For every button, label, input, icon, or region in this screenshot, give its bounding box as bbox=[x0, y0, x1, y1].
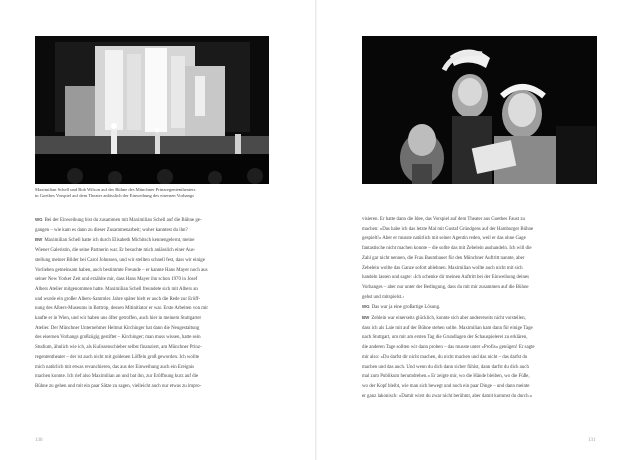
text-line: Vorhanges – aber nur unter der Bedingung, dass du mit mir zusammen auf die Bühne bbox=[362, 284, 529, 290]
text-line: Studium, ähnlich wie ich, als Kulissenschieber selbst finanziert, am Münchner Prinz- bbox=[35, 345, 202, 351]
text-line: nach Stuttgart, um mir am ersten Tag die Grundlagen der Schauspielerei zu erklären, bbox=[362, 335, 528, 341]
page-number-right: 131 bbox=[588, 438, 596, 443]
speaker-label: WG bbox=[35, 217, 43, 222]
text-line: Atelier. Der Münchner Unternehmer Helmut Kirchinger hat dann die Neugestaltung bbox=[35, 325, 200, 331]
text-line: dass ich als Laie mit auf der Bühne stehen sollte. Maximilian kam dann für einige Tage bbox=[362, 325, 533, 331]
text-line: regententheater – der ist auch nicht mit goldenen Löffeln groß geworden. Ich wollte bbox=[35, 354, 200, 360]
text-line: mich natürlich mit etwas revanchieren, das aus der Einweihung auch ein Ereignis bbox=[35, 364, 195, 370]
text-line: visieren. Er hatte dann die Idee, das Vorspiel auf dem Theater aus Goethes Faust zu bbox=[362, 217, 525, 222]
text-line: gespielt!« Aber er musste natürlich mit seiner Agentin reden, weil er das ohne Gage bbox=[362, 236, 526, 242]
text-line: WG Das war ja eine großartige Lösung. bbox=[362, 304, 441, 311]
speaker-label: WG bbox=[362, 304, 370, 310]
text-line: BW Maximilian Schell hatte ich durch Elisabeth Michitsch kennengelernt, meine bbox=[35, 237, 195, 244]
text-line: nung des Albers-Museums in Bottrop, dessen Mitinitiator er war. Erste Arbeiten von mir bbox=[35, 306, 209, 312]
actors-photo bbox=[362, 36, 597, 184]
speaker-label: BW bbox=[362, 315, 370, 321]
text-line: Bühne zu gehen und mit ein paar Sätze zu sagen, vielleicht auch nur etwas zu impro- bbox=[35, 383, 202, 389]
text-line: gehst und mitspielst.‹ bbox=[362, 294, 404, 300]
text-line: kaufte er in Wien, und wir haben uns öfter getroffen, auch hier in meinem Stuttgarter bbox=[35, 316, 202, 322]
text-line: Wiener Galeristin, die seine Partnerin war. Er besuchte mich anlässlich einer Aus- bbox=[35, 248, 196, 254]
text-line: er ganz lakonisch: »Damit wirst du zwar nicht berühmt, aber damit kommst du durch.« bbox=[362, 393, 533, 399]
text-line: wo der Kopf bleibt, wie man sich bewegt und noch ein paar Dinge – und dann meinte bbox=[362, 383, 530, 389]
text-line: die anderen Tage sollten wir dann proben – das musste unter »Profis« genügen! Er sagte bbox=[362, 345, 535, 351]
text-line: BW Zehlein war einerseits glücklich, konnte sich aber andererseits nicht vorstellen, bbox=[362, 315, 526, 322]
text-line: machen konnte. Ich rief also Maximilian an und bat ihn, zur Eröffnung kurz auf die bbox=[35, 374, 199, 380]
text-line: handeln lassen und sagte: ›Ich schenke dir meinen Auftritt bei der Einweihung deines bbox=[362, 275, 530, 281]
text-line: WG Bei der Einweihung bist du zusammen mit Maximilian Schell auf die Bühne ge- bbox=[35, 217, 202, 223]
text-line: machen: »Das habe ich das letzte Mal mit Gustaf Gründgens auf der Hamburger Bühne bbox=[362, 226, 534, 232]
caption-line: in Goethes Vorspiel auf dem Theater anlässlich der Einweihung des eisernen Vorhangs bbox=[35, 193, 194, 199]
text-line: des eisernen Vorhangs großzügig gestiftet – Kirchinger; man muss wissen, hatte sein bbox=[35, 335, 201, 341]
text-line: gangen – wie kam es dann zu dieser Zusammenarbeit; woher kanntest du ihn? bbox=[35, 227, 188, 233]
text-line: seiner New Yorker Zeit und erzählte mir, dass Hans Mayer ihn schon 1970 in Josef bbox=[35, 277, 198, 283]
text-line: Vorlieben gemeinsam haben, auch bestimmte Freunde – er kannte Hans Mayer noch aus bbox=[35, 267, 208, 273]
text-line: Zebelein wollte das Ganze sofort ablehnen. Maximilian wollte auch nicht mit sich bbox=[362, 265, 523, 271]
right-body-text bbox=[362, 215, 599, 401]
caption-line: Maximilian Schell und Bob Wilson auf der Bühne des Münchner Prinzregententheaters bbox=[35, 187, 196, 192]
text-line: Zahl gar nicht nennen, die Frau Baumbauer für den Münchner Auftritt nannte, aber bbox=[362, 255, 525, 261]
stage-photo bbox=[35, 36, 269, 184]
text-line: mir also: »Du darfst dir nicht machen, du nicht machen und das nicht – das darfst du bbox=[362, 354, 528, 360]
left-body-text bbox=[35, 215, 271, 392]
text-line: machen und das auch. Und wenn du dich dann sicher fühlst, dann darfst du dich auch bbox=[362, 364, 529, 370]
photo-caption bbox=[35, 187, 275, 200]
text-line: und wurde ein großer Albers-Sammler. Jahre später hielt er auch die Rede zur Eröff- bbox=[35, 296, 201, 302]
text-line: mal zum Publikum herumdrehen.« Er zeigte mir, wo die Hände bleiben, wo die Füße, bbox=[362, 374, 530, 380]
text-line: fantastische nicht machen konnte – die sollte das mit Zebelein aushandeln. Ich will die bbox=[362, 246, 532, 252]
speaker-label: BW bbox=[35, 237, 43, 243]
book-gutter bbox=[315, 0, 317, 460]
page-number-left: 130 bbox=[35, 438, 43, 443]
text-line: Albers Atelier mitgenommen hatte. Maximilian Schell freundete sich mit Albers an bbox=[35, 286, 198, 292]
text-line: stellung meiner Bilder bei Carol Johnssen, und wir stellten schnell fest, dass wir einige bbox=[35, 257, 205, 263]
